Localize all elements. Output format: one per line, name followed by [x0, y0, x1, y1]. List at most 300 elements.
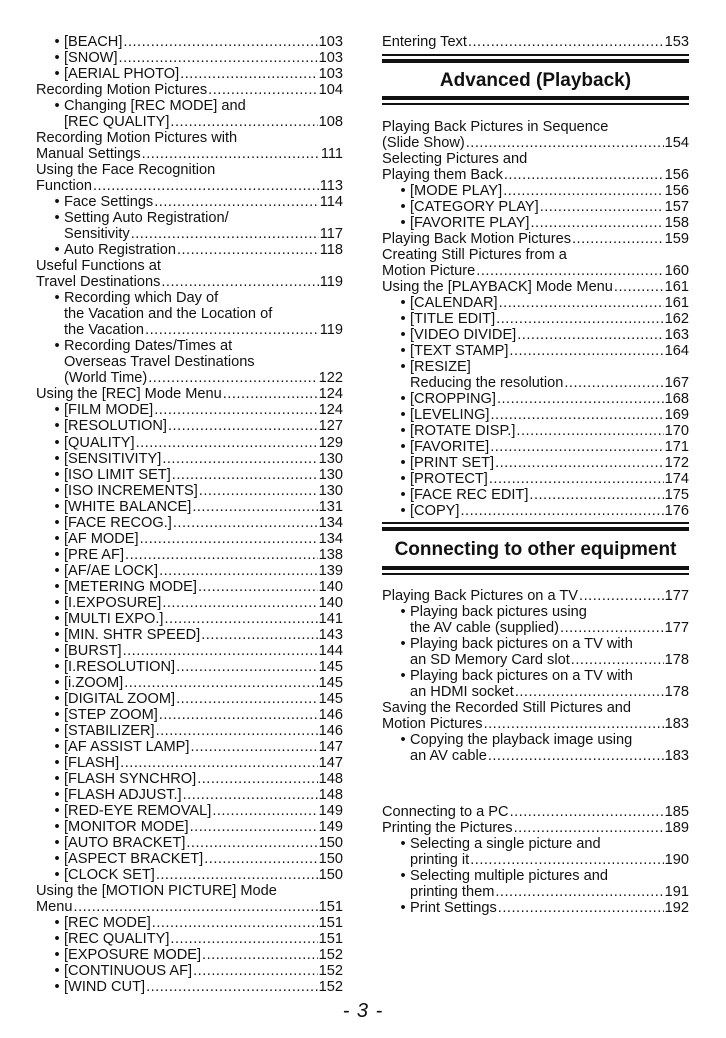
toc-entry	[382, 231, 689, 247]
toc-entry	[382, 684, 689, 700]
toc-entry	[36, 563, 343, 579]
toc-entry-page: 108	[318, 114, 343, 131]
bullet-icon: •	[400, 900, 406, 917]
dot-leader	[142, 146, 320, 162]
toc-entry	[382, 34, 689, 50]
toc-entry	[382, 343, 689, 359]
toc-entry-page: 150	[318, 835, 343, 851]
toc-entry-title: [PROTECT]	[410, 471, 488, 488]
toc-entry-title: Creating Still Pictures from a	[382, 247, 567, 264]
dot-leader	[145, 322, 319, 338]
toc-entry	[36, 499, 343, 515]
toc-entry-title: [COPY]	[410, 503, 460, 520]
toc-entry	[382, 652, 689, 668]
toc-entry	[36, 130, 343, 146]
section-rule	[382, 54, 689, 56]
dot-leader	[170, 931, 317, 947]
toc-entry	[382, 375, 689, 391]
toc-entry-title: [WIND CUT]	[64, 979, 146, 996]
bullet-icon: •	[54, 931, 60, 948]
dot-leader	[190, 819, 318, 835]
toc-entry	[382, 636, 689, 652]
dot-leader	[176, 659, 318, 675]
bullet-icon: •	[54, 802, 60, 819]
toc-entry	[382, 487, 689, 503]
toc-entry	[36, 306, 343, 322]
toc-entry-title: [MULTI EXPO.]	[64, 610, 164, 627]
toc-entry-title: Using the [REC] Mode Menu	[36, 386, 222, 403]
toc-entry	[36, 451, 343, 467]
toc-entry-title: [ROTATE DISP.]	[410, 423, 516, 440]
dot-leader	[164, 611, 317, 627]
dot-leader	[212, 803, 317, 819]
toc-entry-page: 129	[318, 434, 343, 451]
dot-leader	[564, 375, 663, 391]
bullet-icon: •	[54, 706, 60, 723]
toc-entry	[36, 963, 343, 979]
dot-leader	[172, 467, 318, 483]
toc-entry-page: 159	[664, 231, 689, 248]
dot-leader	[515, 684, 664, 700]
toc-entry-title: the Vacation and the Location of	[64, 306, 273, 323]
toc-entry-title: [FAVORITE]	[410, 439, 490, 456]
toc-entry	[382, 820, 689, 836]
toc-entry-title: [FAVORITE PLAY]	[410, 215, 530, 232]
toc-entry	[36, 867, 343, 883]
toc-entry-page: 189	[664, 820, 689, 837]
bullet-icon: •	[400, 503, 406, 520]
dot-leader	[159, 707, 318, 723]
toc-entry-title: Playing them Back	[382, 167, 503, 184]
toc-entry	[36, 627, 343, 643]
toc-entry	[382, 439, 689, 455]
toc-entry-page: 162	[664, 311, 689, 328]
toc-entry-page: 131	[318, 498, 343, 515]
section-rule	[382, 59, 689, 63]
toc-entry	[36, 34, 343, 50]
dot-leader	[162, 451, 317, 467]
toc-entry	[382, 279, 689, 295]
toc-entry	[36, 338, 343, 354]
bullet-icon: •	[400, 604, 406, 621]
dot-leader	[529, 487, 663, 503]
toc-entry-title: [CATEGORY PLAY]	[410, 199, 539, 216]
toc-entry-title: (Slide Show)	[382, 135, 465, 152]
section-heading-connecting: Connecting to other equipment	[394, 539, 677, 560]
toc-entry-title: Auto Registration	[64, 242, 176, 259]
toc-entry	[382, 311, 689, 327]
toc-entry	[382, 407, 689, 423]
toc-entry	[36, 418, 343, 434]
toc-entry-title: Copying the playback image using	[410, 732, 633, 749]
toc-entry	[36, 771, 343, 787]
bullet-icon: •	[400, 732, 406, 749]
toc-entry-title: [CONTINUOUS AF]	[64, 963, 193, 980]
toc-entry-title: Selecting Pictures and	[382, 151, 528, 168]
toc-entry-title: [RED-EYE REMOVAL]	[64, 802, 212, 819]
toc-entry-page: 148	[318, 786, 343, 803]
dot-leader	[223, 386, 318, 402]
toc-entry	[36, 370, 343, 386]
toc-entry	[382, 884, 689, 900]
toc-entry	[382, 327, 689, 343]
bullet-icon: •	[54, 210, 60, 227]
toc-entry-page: 130	[318, 466, 343, 483]
toc-entry-page: 140	[318, 578, 343, 595]
toc-entry-page: 178	[664, 652, 689, 669]
toc-entry-title: Printing the Pictures	[382, 820, 513, 837]
bullet-icon: •	[400, 407, 406, 424]
toc-entry	[36, 226, 343, 242]
toc-entry	[382, 295, 689, 311]
toc-entry-title: [ISO LIMIT SET]	[64, 466, 171, 483]
dot-leader	[503, 183, 663, 199]
toc-entry-page: 113	[319, 178, 343, 195]
toc-entry-page: 140	[318, 594, 343, 611]
toc-entry	[382, 503, 689, 519]
toc-entry-title: [AERIAL PHOTO]	[64, 66, 180, 83]
toc-entry-page: 119	[319, 322, 343, 339]
toc-entry-title: Recording Motion Pictures	[36, 82, 208, 99]
dot-leader	[495, 884, 663, 900]
toc-entry-page: 169	[664, 407, 689, 424]
dot-leader	[572, 231, 664, 247]
toc-entry-page: 192	[664, 900, 689, 917]
bullet-icon: •	[54, 418, 60, 435]
toc-entry-page: 153	[664, 34, 689, 50]
bullet-icon: •	[54, 562, 60, 579]
toc-entry-page: 151	[318, 899, 343, 916]
bullet-icon: •	[54, 754, 60, 771]
toc-entry-title: Playing back pictures on a TV with	[410, 668, 633, 685]
toc-entry-page: 174	[664, 471, 689, 488]
section-rule	[382, 522, 689, 524]
bullet-icon: •	[54, 466, 60, 483]
toc-entry-title: Recording which Day of	[64, 290, 219, 307]
toc-entry-title: [TITLE EDIT]	[410, 311, 496, 328]
toc-entry-title: the AV cable (supplied)	[410, 620, 560, 637]
dot-leader	[199, 483, 318, 499]
bullet-icon: •	[400, 668, 406, 685]
dot-leader	[176, 691, 318, 707]
toc-entry	[36, 803, 343, 819]
toc-entry-page: 138	[318, 546, 343, 563]
dot-leader	[170, 114, 317, 130]
bullet-icon: •	[54, 66, 60, 83]
toc-entry	[382, 668, 689, 684]
toc-entry-page: 145	[318, 674, 343, 691]
toc-entry-title: [CLOCK SET]	[64, 867, 155, 884]
bullet-icon: •	[54, 738, 60, 755]
toc-entry-title: Entering Text	[382, 34, 467, 50]
toc-entry-title: [CROPPING]	[410, 391, 496, 408]
toc-entry	[36, 691, 343, 707]
dot-leader	[123, 643, 318, 659]
dot-leader	[173, 515, 318, 531]
toc-entry-page: 161	[664, 279, 689, 296]
dot-leader	[489, 471, 664, 487]
bullet-icon: •	[54, 594, 60, 611]
toc-entry-title: [METERING MODE]	[64, 578, 197, 595]
toc-entry-page: 146	[318, 706, 343, 723]
dot-leader	[466, 135, 664, 151]
toc-entry-page: 191	[664, 884, 689, 901]
toc-entry-title: Travel Destinations	[36, 274, 161, 291]
toc-entry-title: Playing back pictures on a TV with	[410, 636, 633, 653]
toc-entry-title: an HDMI socket	[410, 684, 514, 701]
toc-entry	[36, 242, 343, 258]
dot-leader	[190, 739, 317, 755]
toc-entry	[382, 135, 689, 151]
toc-entry-page: 146	[318, 722, 343, 739]
toc-entry-page: 158	[664, 215, 689, 232]
toc-entry-title: Connecting to a PC	[382, 804, 509, 820]
bullet-icon: •	[400, 487, 406, 504]
dot-leader	[152, 915, 318, 931]
bullet-icon: •	[54, 450, 60, 467]
bullet-icon: •	[54, 786, 60, 803]
dot-leader	[484, 716, 664, 732]
dot-leader	[74, 899, 318, 915]
dot-leader	[571, 652, 664, 668]
toc-entry-title: Changing [REC MODE] and	[64, 98, 246, 115]
dot-leader	[504, 167, 664, 183]
dot-leader	[498, 900, 664, 916]
dot-leader	[161, 274, 318, 290]
toc-entry	[382, 359, 689, 375]
toc-entry-title: Recording Dates/Times at	[64, 338, 233, 355]
section-rule	[382, 573, 689, 575]
dot-leader	[156, 723, 318, 739]
toc-entry	[36, 851, 343, 867]
toc-entry-title: Motion Picture	[382, 263, 476, 280]
toc-entry-page: 161	[664, 295, 689, 312]
dot-leader	[193, 963, 318, 979]
toc-entry-title: [FACE RECOG.]	[64, 514, 172, 531]
toc-entry-page: 145	[318, 690, 343, 707]
bullet-icon: •	[54, 514, 60, 531]
dot-leader	[201, 627, 317, 643]
toc-entry-title: [AF ASSIST LAMP]	[64, 738, 190, 755]
bullet-icon: •	[400, 215, 406, 232]
toc-entry-title: [QUALITY]	[64, 434, 135, 451]
toc-entry-title: [LEVELING]	[410, 407, 490, 424]
section-rule	[382, 103, 689, 105]
toc-entry-page: 124	[318, 386, 343, 403]
toc-entry-title: Useful Functions at	[36, 258, 161, 275]
bullet-icon: •	[400, 471, 406, 488]
toc-entry-title: Motion Pictures	[382, 716, 483, 733]
toc-entry-title: Function	[36, 178, 92, 195]
toc-entry-title: [VIDEO DIVIDE]	[410, 327, 517, 344]
bullet-icon: •	[54, 242, 60, 259]
dot-leader	[476, 263, 663, 279]
toc-entry	[382, 119, 689, 135]
dot-leader	[131, 226, 319, 242]
toc-entry-title: [TEXT STAMP]	[410, 343, 509, 360]
toc-entry	[36, 643, 343, 659]
toc-entry	[382, 263, 689, 279]
toc-entry-title: Overseas Travel Destinations	[64, 354, 255, 371]
toc-entry-page: 190	[664, 852, 689, 869]
toc-entry-title: Setting Auto Registration/	[64, 210, 229, 227]
toc-entry-title: [DIGITAL ZOOM]	[64, 690, 176, 707]
bullet-icon: •	[54, 482, 60, 499]
toc-entry-page: 167	[664, 375, 689, 392]
section-heading-playback: Advanced (Playback)	[439, 70, 632, 91]
toc-entry-title: the Vacation	[64, 322, 145, 339]
bullet-icon: •	[54, 626, 60, 643]
dot-leader	[154, 402, 317, 418]
bullet-icon: •	[54, 610, 60, 627]
toc-entry-title: Selecting a single picture and	[410, 836, 601, 853]
dot-leader	[183, 787, 318, 803]
toc-entry-title: an AV cable	[410, 748, 487, 765]
bullet-icon: •	[54, 338, 60, 355]
bullet-icon: •	[54, 722, 60, 739]
toc-entry-title: Recording Motion Pictures with	[36, 130, 238, 147]
toc-entry	[36, 675, 343, 691]
toc-entry	[36, 531, 343, 547]
dot-leader	[168, 418, 318, 434]
toc-entry	[36, 50, 343, 66]
toc-entry	[36, 210, 343, 226]
toc-entry-page: 160	[664, 263, 689, 280]
bullet-icon: •	[400, 359, 406, 376]
toc-entry	[36, 402, 343, 418]
dot-leader	[560, 620, 664, 636]
toc-entry-title: [REC QUALITY]	[64, 114, 170, 131]
toc-entry	[36, 194, 343, 210]
toc-entry-page: 152	[318, 963, 343, 980]
toc-entry-title: [ASPECT BRACKET]	[64, 851, 204, 868]
toc-entry-page: 103	[318, 50, 343, 67]
toc-entry-page: 147	[318, 738, 343, 755]
toc-entry	[36, 819, 343, 835]
toc-entry	[36, 659, 343, 675]
toc-entry-title: [FACE REC EDIT]	[410, 487, 529, 504]
toc-entry-page: 151	[318, 931, 343, 948]
dot-leader	[531, 215, 664, 231]
toc-entry	[36, 354, 343, 370]
dot-leader	[491, 407, 664, 423]
toc-entry-page: 177	[664, 620, 689, 637]
dot-leader	[208, 82, 317, 98]
dot-leader	[509, 343, 663, 359]
dot-leader	[514, 820, 664, 836]
toc-entry-title: [REC QUALITY]	[64, 931, 170, 948]
toc-entry-title: [RESOLUTION]	[64, 418, 167, 435]
toc-entry-title: Selecting multiple pictures and	[410, 868, 608, 885]
dot-leader	[154, 194, 319, 210]
toc-entry-title: [MODE PLAY]	[410, 183, 503, 200]
toc-entry	[36, 899, 343, 915]
bullet-icon: •	[400, 327, 406, 344]
toc-entry-title: [STEP ZOOM]	[64, 706, 158, 723]
section-rule	[382, 527, 689, 531]
dot-leader	[119, 50, 318, 66]
toc-entry-page: 147	[318, 754, 343, 771]
toc-entry-title: [PRINT SET]	[410, 455, 495, 472]
toc-entry-title: [WHITE BALANCE]	[64, 498, 192, 515]
bullet-icon: •	[54, 658, 60, 675]
toc-entry-page: 150	[318, 867, 343, 884]
dot-leader	[540, 199, 664, 215]
bullet-icon: •	[54, 690, 60, 707]
toc-entry-title: [BURST]	[64, 642, 122, 659]
toc-entry-page: 152	[318, 979, 343, 996]
toc-entry-title: [REC MODE]	[64, 915, 151, 932]
page-number: - 3 -	[342, 1000, 384, 1022]
toc-entry-title: Reducing the resolution	[410, 375, 564, 392]
dot-leader	[125, 547, 318, 563]
toc-entry	[36, 146, 343, 162]
toc-entry	[36, 258, 343, 274]
toc-entry-title: [BEACH]	[64, 34, 123, 50]
toc-entry-page: 103	[318, 66, 343, 83]
bullet-icon: •	[54, 915, 60, 932]
toc-entry	[36, 98, 343, 114]
toc-entry-page: 143	[318, 626, 343, 643]
toc-entry	[36, 947, 343, 963]
toc-entry	[36, 755, 343, 771]
toc-entry-title: [ISO INCREMENTS]	[64, 482, 198, 499]
bullet-icon: •	[54, 194, 60, 211]
toc-entry-title: [AF/AE LOCK]	[64, 562, 159, 579]
toc-entry-page: 114	[319, 194, 343, 211]
bullet-icon: •	[54, 835, 60, 851]
toc-entry	[382, 868, 689, 884]
toc-entry-title: [STABILIZER]	[64, 722, 155, 739]
toc-entry-title: Sensitivity	[64, 226, 130, 243]
toc-entry-page: 118	[319, 242, 343, 259]
toc-entry	[382, 804, 689, 820]
bullet-icon: •	[400, 439, 406, 456]
toc-entry-title: Using the [MOTION PICTURE] Mode	[36, 883, 277, 900]
toc-entry	[382, 215, 689, 231]
toc-entry	[36, 723, 343, 739]
toc-entry	[382, 151, 689, 167]
toc-entry	[36, 386, 343, 402]
toc-entry	[382, 748, 689, 764]
bullet-icon: •	[54, 530, 60, 547]
section-rule	[382, 566, 689, 570]
toc-entry-title: [I.RESOLUTION]	[64, 658, 176, 675]
bullet-icon: •	[54, 770, 60, 787]
dot-leader	[510, 804, 664, 820]
toc-entry-title: [AF MODE]	[64, 530, 139, 547]
toc-entry-title: [i.ZOOM]	[64, 674, 124, 691]
toc-entry	[36, 707, 343, 723]
toc-entry-page: 178	[664, 684, 689, 701]
bullet-icon: •	[54, 50, 60, 67]
dot-leader	[120, 755, 317, 771]
toc-entry-title: Playing Back Pictures in Sequence	[382, 119, 609, 135]
bullet-icon: •	[400, 295, 406, 312]
toc-entry	[36, 883, 343, 899]
toc-entry	[382, 620, 689, 636]
toc-entry-title: [SENSITIVITY]	[64, 450, 162, 467]
dot-leader	[517, 327, 663, 343]
toc-entry	[36, 595, 343, 611]
toc-entry-page: 149	[318, 802, 343, 819]
dot-leader	[579, 588, 664, 604]
toc-entry-title: [CALENDAR]	[410, 295, 498, 312]
dot-leader	[460, 503, 663, 519]
bullet-icon: •	[54, 818, 60, 835]
toc-entry	[36, 787, 343, 803]
toc-entry	[382, 471, 689, 487]
